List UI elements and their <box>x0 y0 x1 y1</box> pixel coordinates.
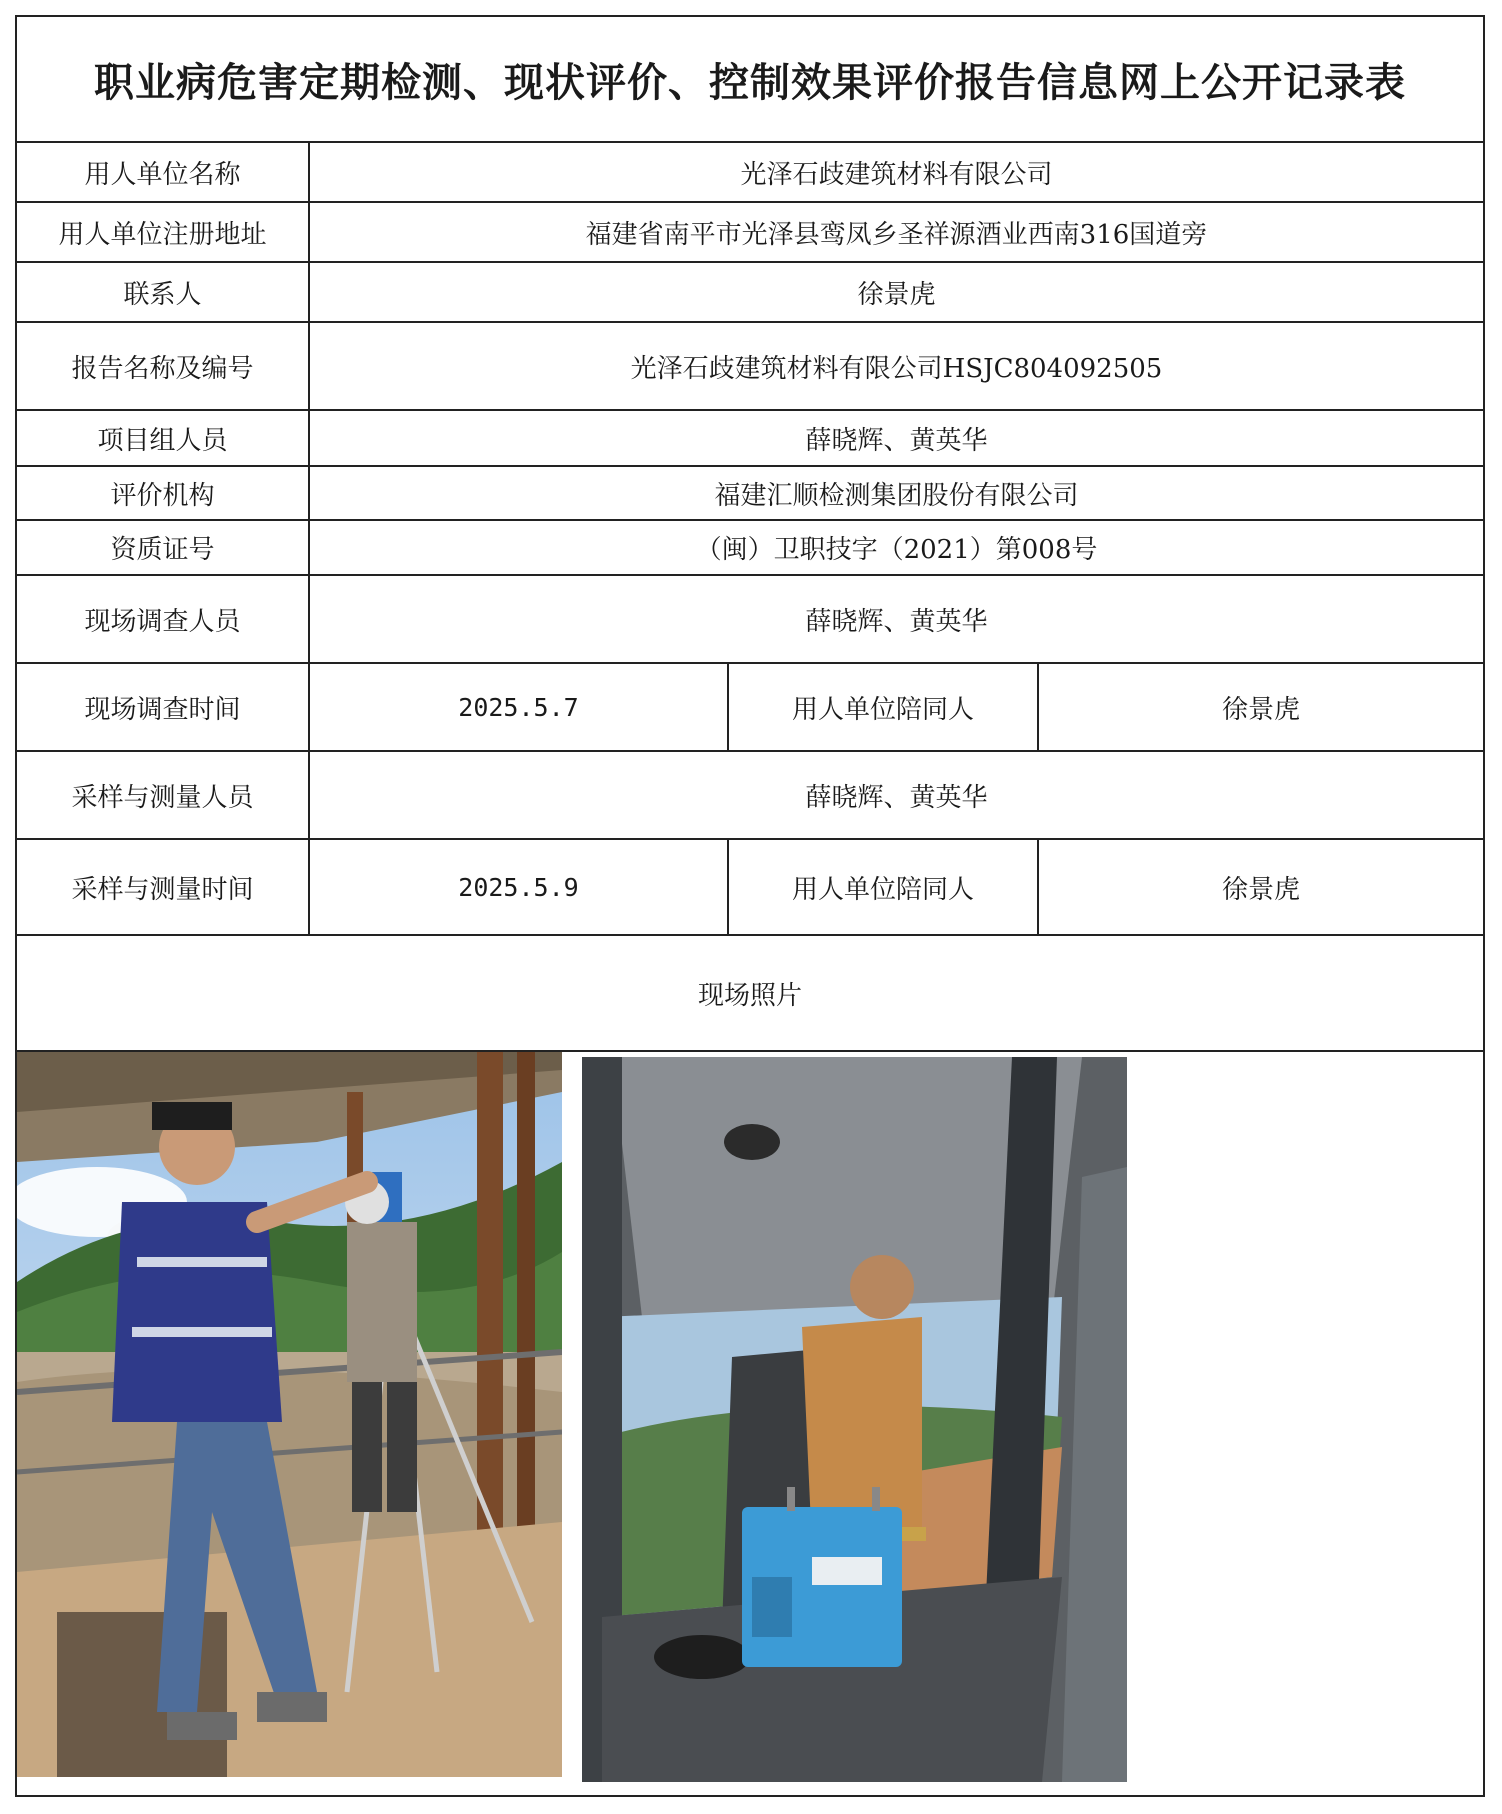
sampling-time-label: 采样与测量时间 <box>17 840 310 934</box>
row-agency <box>17 467 1483 521</box>
row-certificate <box>17 521 1483 576</box>
row-project-team <box>17 411 1483 467</box>
survey-time-value: 2025.5.7 <box>310 664 729 750</box>
row-employer-address <box>17 203 1483 263</box>
survey-staff-label: 现场调查人员 <box>17 576 310 662</box>
site-photo-1-image <box>17 1052 562 1777</box>
survey-companion-label: 用人单位陪同人 <box>729 664 1039 750</box>
contact-value: 徐景虎 <box>857 279 936 310</box>
project-team-label: 项目组人员 <box>17 411 310 465</box>
sampling-staff-label: 采样与测量人员 <box>17 752 310 838</box>
report-label: 报告名称及编号 <box>17 323 310 409</box>
project-team-value: 薛晓辉、黄英华 <box>805 425 988 456</box>
contact-label: 联系人 <box>17 263 310 321</box>
record-sheet <box>15 15 1485 1797</box>
survey-time-label: 现场调查时间 <box>17 664 310 750</box>
row-contact <box>17 263 1483 323</box>
photos-heading: 现场照片 <box>17 936 1483 1052</box>
employer-address-label: 用人单位注册地址 <box>17 203 310 261</box>
row-survey-staff <box>17 576 1483 664</box>
employer-address-value: 福建省南平市光泽县鸾凤乡圣祥源酒业西南316国道旁 <box>585 219 1208 250</box>
certificate-value: （闽）卫职技字（2021）第008号 <box>695 535 1098 565</box>
row-report <box>17 323 1483 411</box>
report-value: 光泽石歧建筑材料有限公司HSJC804092505 <box>630 353 1163 384</box>
site-photo-1 <box>17 1052 562 1777</box>
sampling-companion-value: 徐景虎 <box>1221 874 1300 905</box>
certificate-label: 资质证号 <box>17 521 310 574</box>
agency-value: 福建汇顺检测集团股份有限公司 <box>714 480 1079 511</box>
row-survey-time <box>17 664 1483 752</box>
agency-label: 评价机构 <box>17 467 310 519</box>
row-sampling-time <box>17 840 1483 936</box>
site-photo-2 <box>582 1057 1127 1782</box>
photos-area <box>17 1052 1483 1809</box>
sampling-staff-value: 薛晓辉、黄英华 <box>805 782 988 813</box>
page-title: 职业病危害定期检测、现状评价、控制效果评价报告信息网上公开记录表 <box>17 17 1483 143</box>
sampling-time-value: 2025.5.9 <box>310 840 729 934</box>
row-sampling-staff <box>17 752 1483 840</box>
sampling-companion-label: 用人单位陪同人 <box>729 840 1039 934</box>
survey-staff-value: 薛晓辉、黄英华 <box>805 606 988 637</box>
employer-name-value: 光泽石歧建筑材料有限公司 <box>740 159 1053 190</box>
row-employer-name <box>17 143 1483 203</box>
employer-name-label: 用人单位名称 <box>17 143 310 201</box>
survey-companion-value: 徐景虎 <box>1221 694 1300 725</box>
site-photo-2-image <box>582 1057 1127 1782</box>
